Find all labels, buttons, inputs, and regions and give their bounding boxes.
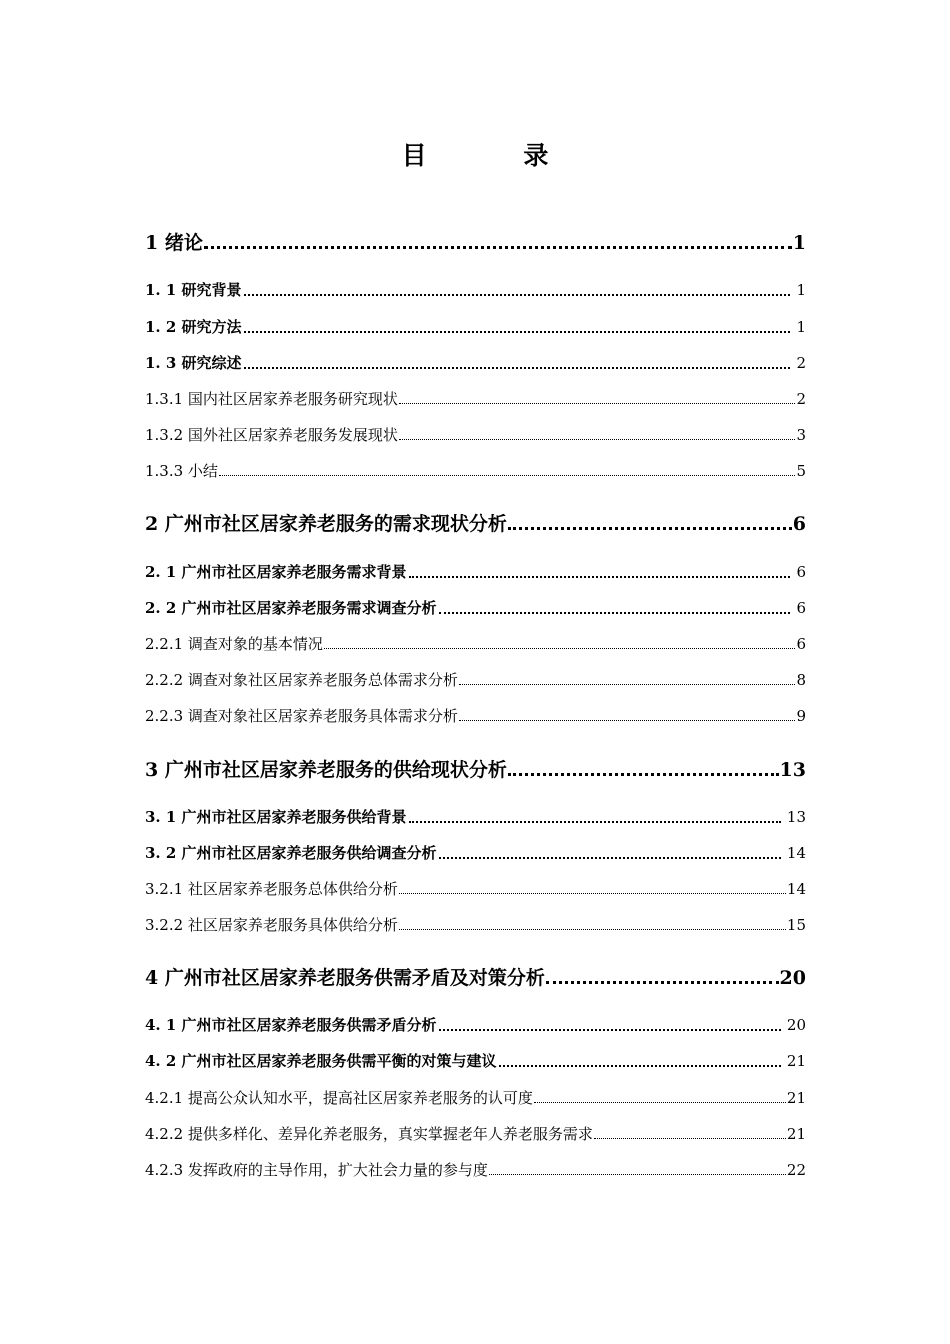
toc-entry-page-number: 6 bbox=[796, 599, 806, 617]
toc-entry-label: 1.3.2 国外社区居家养老服务发展现状 bbox=[145, 426, 398, 444]
toc-entry-level-2[interactable] bbox=[145, 1014, 806, 1035]
toc-entry-label: 3. 2 广州市社区居家养老服务供给调查分析 bbox=[145, 844, 437, 862]
toc-entry-level-3[interactable] bbox=[145, 633, 806, 654]
dot-leader bbox=[459, 720, 796, 721]
toc-entry-level-3[interactable] bbox=[145, 460, 806, 481]
dot-leader bbox=[439, 857, 781, 859]
dot-leader bbox=[534, 1102, 786, 1103]
toc-entry-level-2[interactable] bbox=[145, 316, 806, 337]
toc-entry-label: 1.3.1 国内社区居家养老服务研究现状 bbox=[145, 390, 398, 408]
dot-leader bbox=[244, 331, 791, 333]
toc-entry-label: 3.2.1 社区居家养老服务总体供给分析 bbox=[145, 880, 398, 898]
toc-entry-level-2[interactable] bbox=[145, 279, 806, 300]
toc-entry-level-3[interactable] bbox=[145, 388, 806, 409]
toc-entry-page-number: 20 bbox=[779, 967, 806, 989]
toc-entry-label: 3 广州市社区居家养老服务的供给现状分析 bbox=[145, 759, 507, 781]
dot-leader bbox=[489, 1174, 786, 1175]
toc-entry-page-number: 21 bbox=[786, 1089, 806, 1107]
toc-entry-page-number: 15 bbox=[786, 916, 806, 934]
toc-entry-level-3[interactable] bbox=[145, 914, 806, 935]
toc-entry-page-number: 6 bbox=[796, 635, 806, 653]
toc-entry-page-number: 14 bbox=[786, 880, 806, 898]
toc-entry-label: 4. 1 广州市社区居家养老服务供需矛盾分析 bbox=[145, 1016, 437, 1034]
dot-leader bbox=[219, 475, 796, 476]
toc-entry-level-2[interactable] bbox=[145, 806, 806, 827]
toc-entry-label: 3. 1 广州市社区居家养老服务供给背景 bbox=[145, 808, 407, 826]
toc-entry-page-number: 1 bbox=[796, 318, 806, 336]
dot-leader bbox=[508, 527, 792, 530]
dot-leader bbox=[324, 648, 796, 649]
dot-leader bbox=[409, 821, 781, 823]
toc-entry-level-3[interactable] bbox=[145, 1123, 806, 1144]
toc-entry-page-number: 20 bbox=[786, 1016, 806, 1034]
toc-entry-page-number: 3 bbox=[796, 426, 806, 444]
toc-entry-page-number: 21 bbox=[786, 1125, 806, 1143]
toc-entry-level-3[interactable] bbox=[145, 705, 806, 726]
dot-leader bbox=[439, 1029, 781, 1031]
toc-entry-label: 4 广州市社区居家养老服务供需矛盾及对策分析 bbox=[145, 967, 545, 989]
dot-leader bbox=[594, 1138, 786, 1139]
dot-leader bbox=[439, 612, 791, 614]
toc-entry-level-3[interactable] bbox=[145, 669, 806, 690]
toc-entry-level-3[interactable] bbox=[145, 1087, 806, 1108]
toc-entry-level-2[interactable] bbox=[145, 597, 806, 618]
dot-leader bbox=[399, 403, 796, 404]
toc-entry-level-1[interactable] bbox=[145, 509, 806, 536]
toc-entry-page-number: 2 bbox=[796, 354, 806, 372]
toc-entry-level-2[interactable] bbox=[145, 352, 806, 373]
toc-entry-page-number: 2 bbox=[796, 390, 806, 408]
toc-entry-label: 2. 1 广州市社区居家养老服务需求背景 bbox=[145, 563, 407, 581]
toc-entry-label: 2.2.3 调查对象社区居家养老服务具体需求分析 bbox=[145, 707, 458, 725]
toc-entry-page-number: 6 bbox=[796, 563, 806, 581]
toc-entry-level-2[interactable] bbox=[145, 561, 806, 582]
toc-entry-label: 2. 2 广州市社区居家养老服务需求调查分析 bbox=[145, 599, 437, 617]
toc-entry-page-number: 22 bbox=[786, 1161, 806, 1179]
toc-entry-level-1[interactable] bbox=[145, 228, 806, 255]
dot-leader bbox=[459, 684, 796, 685]
toc-entry-label: 2.2.2 调查对象社区居家养老服务总体需求分析 bbox=[145, 671, 458, 689]
toc-entry-label: 4.2.1 提高公众认知水平，提高社区居家养老服务的认可度 bbox=[145, 1089, 533, 1107]
toc-entry-label: 3.2.2 社区居家养老服务具体供给分析 bbox=[145, 916, 398, 934]
toc-title: 目 录 bbox=[401, 141, 593, 170]
dot-leader bbox=[204, 246, 792, 249]
dot-leader bbox=[499, 1065, 781, 1067]
toc-entry-page-number: 21 bbox=[786, 1052, 806, 1070]
toc-entry-label: 4. 2 广州市社区居家养老服务供需平衡的对策与建议 bbox=[145, 1052, 497, 1070]
dot-leader bbox=[409, 576, 791, 578]
toc-entry-level-1[interactable] bbox=[145, 963, 806, 990]
toc-entry-label: 1 绪论 bbox=[145, 232, 203, 254]
toc-entry-label: 4.2.2 提供多样化、差异化养老服务，真实掌握老年人养老服务需求 bbox=[145, 1125, 593, 1143]
dot-leader bbox=[399, 439, 796, 440]
toc-entry-level-2[interactable] bbox=[145, 842, 806, 863]
toc-entry-level-1[interactable] bbox=[145, 755, 806, 782]
toc-entry-label: 2.2.1 调查对象的基本情况 bbox=[145, 635, 323, 653]
toc-entry-label: 1. 1 研究背景 bbox=[145, 281, 242, 299]
toc-entry-label: 1. 3 研究综述 bbox=[145, 354, 242, 372]
toc-entry-page-number: 8 bbox=[796, 671, 806, 689]
toc-entry-page-number: 13 bbox=[779, 759, 806, 781]
toc-entry-page-number: 1 bbox=[796, 281, 806, 299]
toc-entry-page-number: 13 bbox=[786, 808, 806, 826]
toc-entry-level-3[interactable] bbox=[145, 424, 806, 445]
toc-entry-label: 2 广州市社区居家养老服务的需求现状分析 bbox=[145, 513, 507, 535]
toc-entry-level-3[interactable] bbox=[145, 1159, 806, 1180]
dot-leader bbox=[508, 773, 779, 776]
dot-leader bbox=[244, 294, 791, 296]
toc-entry-level-2[interactable] bbox=[145, 1050, 806, 1071]
toc-entry-page-number: 9 bbox=[796, 707, 806, 725]
toc-entry-page-number: 5 bbox=[796, 462, 806, 480]
dot-leader bbox=[399, 929, 786, 930]
toc-entry-page-number: 1 bbox=[792, 232, 806, 254]
toc-entry-level-3[interactable] bbox=[145, 878, 806, 899]
dot-leader bbox=[546, 981, 779, 984]
toc-entry-label: 1.3.3 小结 bbox=[145, 462, 218, 480]
dot-leader bbox=[244, 367, 791, 369]
dot-leader bbox=[399, 893, 786, 894]
toc-entry-page-number: 6 bbox=[792, 513, 806, 535]
toc-entry-page-number: 14 bbox=[786, 844, 806, 862]
toc-entry-label: 4.2.3 发挥政府的主导作用，扩大社会力量的参与度 bbox=[145, 1161, 488, 1179]
toc-entry-label: 1. 2 研究方法 bbox=[145, 318, 242, 336]
